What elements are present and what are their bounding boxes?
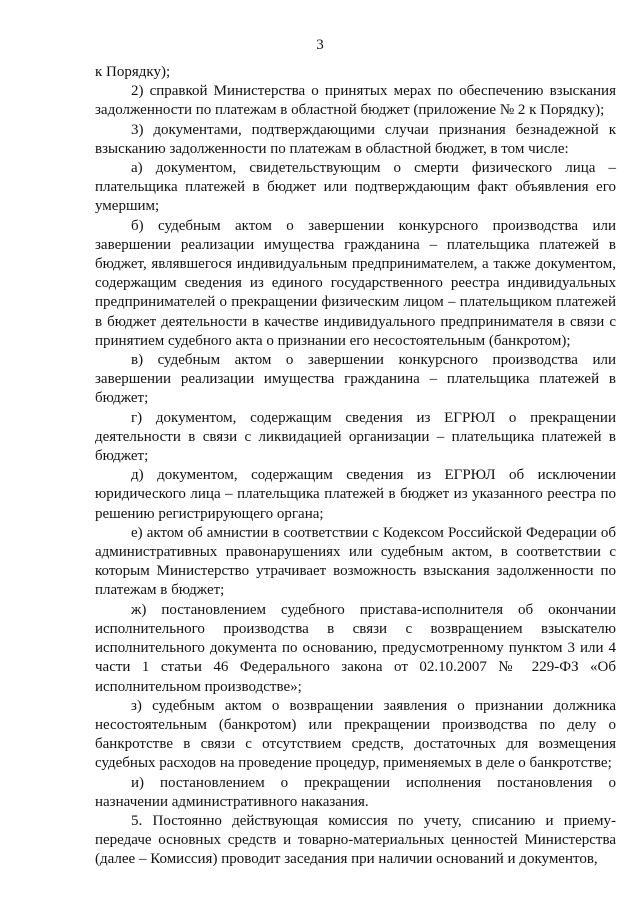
page-number: 3 [316, 37, 324, 53]
paragraph-subitem-zh: ж) постановлением судебного пристава-исполнителя об окончании исполнительного производства в связи с возвращением взыскателю исполнительного документа по основанию, предусмотренному пунктом 3 или 4 части 1 статьи 46 Федерального закона от 02.10.2007 № 229-ФЗ «Об исполнительном производстве»; [95, 601, 616, 695]
paragraph-subitem-i: и) постановлением о прекращении исполнения постановления о назначении административного наказания. [95, 774, 616, 810]
paragraph-section-5: 5. Постоянно действующая комиссия по учету, списанию и приему-передаче основных средств и товарно-материальных ценностей Министерства (далее – Комиссия) проводит заседания при наличии оснований и документов, [95, 812, 616, 868]
paragraph-subitem-a: а) документом, свидетельствующим о смерти физического лица – плательщика платежей в бюджет или подтверждающим факт объявления его умершим; [95, 160, 616, 215]
paragraph-subitem-e: е) актом об амнистии в соответствии с Кодексом Российской Федерации об административных правонарушениях или судебным актом, в соответствии с которым Министерство утрачивает возможность взыскания задолженности по платежам в бюджет; [95, 524, 616, 599]
paragraph-subitem-d: д) документом, содержащим сведения из ЕГРЮЛ об исключении юридического лица – плательщика платежей в бюджет из указанного реестра по решению регистрирующего органа; [95, 467, 616, 522]
paragraph-subitem-v: в) судебным актом о завершении конкурсного производства или завершении реализации имущества гражданина – плательщика платежей в бюджет; [95, 352, 616, 407]
paragraph-subitem-b: б) судебным актом о завершении конкурсного производства или завершении реализации имущества гражданина – плательщика платежей в бюджет, являвшегося индивидуальным предпринимателем, а также документом, содержащим сведения из единого государственного реестра индивидуальных предпринимателей о прекращении физическим лицом – плательщиком платежей в бюджет деятельности в качестве индивидуального предпринимателя в связи с принятием судебного акта о признании его несостоятельным (банкротом); [95, 217, 616, 349]
paragraph-item-2: 2) справкой Министерства о принятых мерах по обеспечению взыскания задолженности по платежам в областной бюджет (приложение № 2 к Порядку); [95, 83, 616, 119]
paragraph-continuation: к Порядку); [95, 64, 171, 80]
paragraph-item-3: 3) документами, подтверждающими случаи признания безнадежной к взысканию задолженности по платежам в областной бюджет, в том числе: [95, 121, 616, 157]
paragraph-subitem-z: з) судебным актом о возвращении заявления о признании должника несостоятельным (банкротом) или прекращении производства по делу о банкротстве в связи с отсутствием средств, достаточных для возмещения судебных расходов на проведение процедур, применяемых в деле о банкротстве; [95, 697, 616, 772]
document-body [95, 63, 616, 870]
paragraph-subitem-g: г) документом, содержащим сведения из ЕГРЮЛ о прекращении деятельности в связи с ликвидацией организации – плательщика платежей в бюджет; [95, 409, 616, 465]
